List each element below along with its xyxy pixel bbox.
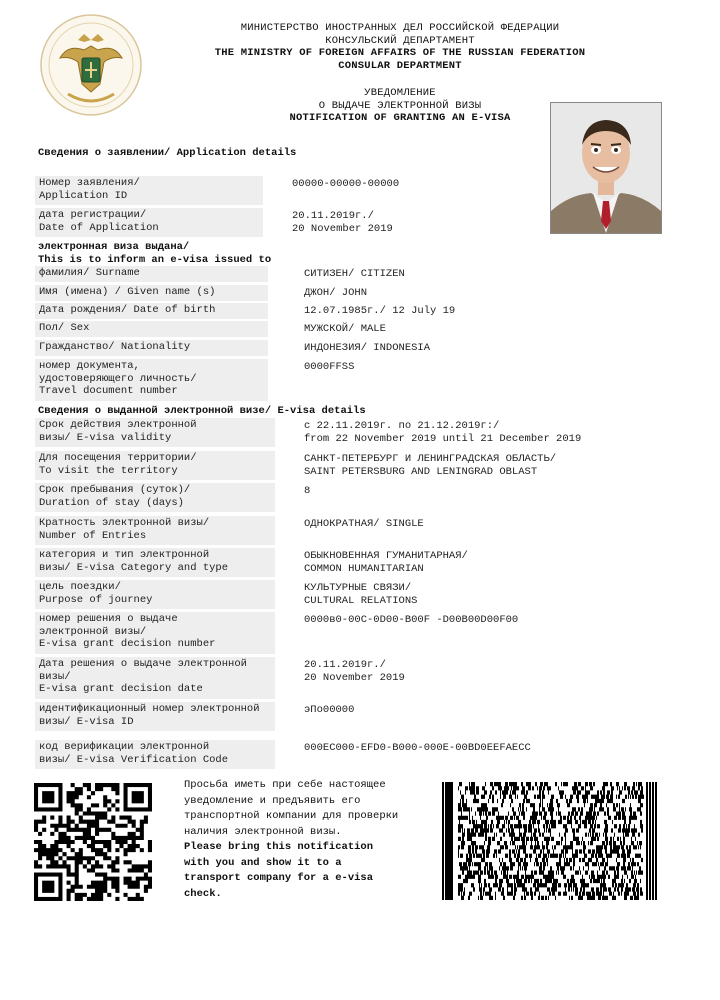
label-visa-validity: Срок действия электронной визы/ E-visa validity [35, 418, 275, 447]
label-travel-document: номер документа, удостоверяющего личность/ Travel document number [35, 359, 268, 401]
department-en: CONSULAR DEPARTMENT [338, 59, 462, 72]
value-given-name: ДЖОН/ JOHN [304, 287, 368, 299]
label-date-of-application: дата регистрации/ Date of Application [35, 208, 263, 237]
bring-notification-note [184, 778, 444, 902]
label-decision-number: номер решения о выдаче электронной визы/ E-visa grant decision number [35, 612, 275, 654]
value-decision-date: 20.11.2019г./ 20 November 2019 [304, 659, 405, 684]
section-application-details: Сведения о заявлении/ Application details [38, 147, 297, 159]
value-sex: МУЖСКОЙ/ MALE [304, 323, 386, 335]
applicant-photo [550, 102, 662, 234]
label-entries: Кратность электронной визы/ Number of Entries [35, 516, 275, 545]
note-en: Please bring this notification with you and show it to a transport company for a e-visa check. [184, 841, 374, 900]
value-purpose: КУЛЬТУРНЫЕ СВЯЗИ/ CULTURAL RELATIONS [304, 582, 418, 607]
label-purpose: цель поездки/ Purpose of journey [35, 580, 275, 609]
ministry-ru: МИНИСТЕРСТВО ИНОСТРАННЫХ ДЕЛ РОССИЙСКОЙ ФЕДЕРАЦИИ [240, 22, 560, 34]
label-nationality: Гражданство/ Nationality [35, 340, 268, 356]
value-duration: 8 [304, 485, 311, 497]
value-date-of-birth: 12.07.1985г./ 12 July 19 [304, 305, 456, 317]
value-date-of-application: 20.11.2019г./ 20 November 2019 [292, 210, 393, 235]
note-ru: Просьба иметь при себе настоящее уведомление и предъявить его транспортной компании для проверки наличия электронной визы. [184, 779, 399, 838]
value-visa-id: эПо00000 [304, 704, 355, 716]
value-application-id: 00000-00000-00000 [292, 178, 400, 190]
notice-ru-1: УВЕДОМЛЕНИЕ [364, 87, 436, 99]
notice-ru-2: О ВЫДАЧЕ ЭЛЕКТРОННОЙ ВИЗЫ [318, 99, 482, 112]
notice-en: NOTIFICATION OF GRANTING AN E-VISA [289, 112, 511, 124]
label-duration: Срок пребывания (суток)/ Duration of stay (days) [35, 483, 275, 512]
value-surname: СИТИЗЕН/ CITIZEN [304, 268, 405, 280]
label-visa-id: идентификационный номер электронной визы/ E-visa ID [35, 702, 275, 731]
label-sex: Пол/ Sex [35, 321, 268, 337]
value-verification-code: 000EC000-EFD0-B000-000E-00BD0EEFAECC [304, 742, 531, 754]
section-visa-details: Сведения о выданной электронной визе/ E-visa details [38, 405, 366, 417]
label-territory: Для посещения территории/ To visit the territory [35, 451, 275, 480]
qr-code [33, 783, 153, 901]
label-category: категория и тип электронной визы/ E-visa Category and type [35, 548, 275, 577]
value-category: ОБЫКНОВЕННАЯ ГУМАНИТАРНАЯ/ COMMON HUMANITARIAN [304, 550, 468, 575]
ministry-header [180, 22, 620, 72]
mfa-emblem-icon [38, 12, 144, 118]
label-surname: фамилия/ Surname [35, 266, 268, 282]
label-verification-code: код верификации электронной визы/ E-visa Verification Code [35, 740, 275, 769]
value-decision-number: 0000в0-00С-0D00-B00F -D00B00D00F00 [304, 614, 519, 626]
value-nationality: ИНДОНЕЗИЯ/ INDONESIA [304, 342, 431, 354]
value-territory: САНКТ-ПЕТЕРБУРГ И ЛЕНИНГРАДСКАЯ ОБЛАСТЬ/ SAINT PETERSBURG AND LENINGRAD OBLAST [304, 453, 557, 478]
section-issued-en: This is to inform an e-visa issued to [38, 254, 272, 266]
ministry-en: THE MINISTRY OF FOREIGN AFFAIRS OF THE RUSSIAN FEDERATION [214, 47, 586, 59]
value-visa-validity: с 22.11.2019г. по 21.12.2019г:/ from 22 November 2019 until 21 December 2019 [304, 420, 582, 445]
label-application-id: Номер заявления/ Application ID [35, 176, 263, 205]
department-ru: КОНСУЛЬСКИЙ ДЕПАРТАМЕНТ [325, 34, 475, 47]
label-date-of-birth: Дата рождения/ Date of birth [35, 303, 268, 319]
value-travel-document: 0000FFSS [304, 361, 355, 373]
label-given-name: Имя (имена) / Given name (s) [35, 285, 268, 301]
value-entries: ОДНОКРАТНАЯ/ SINGLE [304, 518, 424, 530]
label-decision-date: Дата решения о выдаче электронной визы/ E-visa grant decision date [35, 657, 275, 699]
section-issued-ru: электронная виза выдана/ [38, 241, 190, 253]
pdf417-barcode [442, 782, 658, 900]
